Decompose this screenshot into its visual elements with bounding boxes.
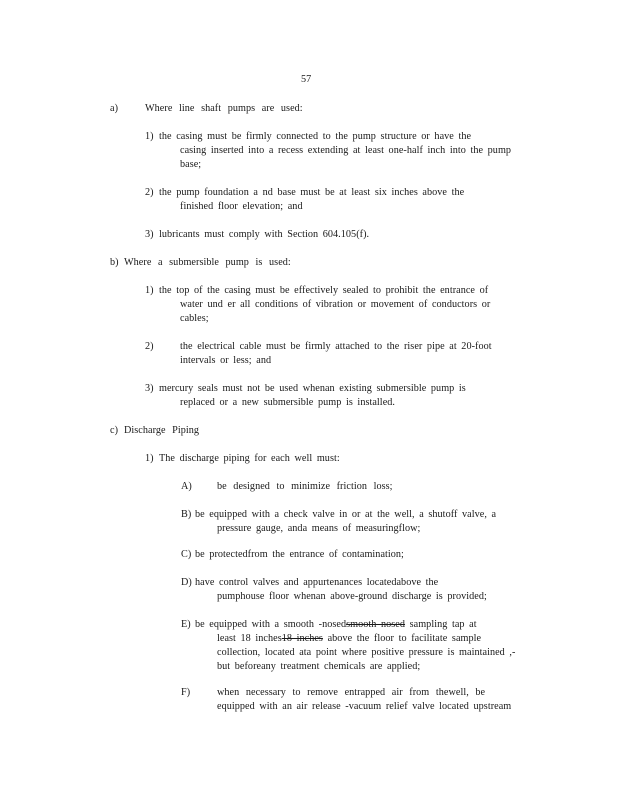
c-sub-e-line1 xyxy=(195,618,477,631)
c-sub-e-line2-b: above the floor to facilitate sample xyxy=(327,633,482,644)
b-item3-number: 3) xyxy=(145,383,154,394)
a-item2-number: 2) xyxy=(145,187,154,198)
a-item1-line2: casing inserted into a recess extending at least one-half inch into the pump xyxy=(180,145,512,156)
c-sub-e-line1-a: be equipped with a smooth -nosed xyxy=(195,619,347,630)
c-sub-f-line2: equipped with an air release -vacuum relief valve located upstream xyxy=(217,701,512,712)
c-sub-e-mark: E) xyxy=(181,619,191,630)
c-sub-e-line4: but beforeany treatment chemicals are applied; xyxy=(217,661,421,672)
b-item1-line3: cables; xyxy=(180,313,209,324)
c-sub-e-line3: collection, located ata point where positive pressure is maintained ,- xyxy=(217,647,516,658)
page-number: 57 xyxy=(301,74,312,85)
c-sub-e-line1-strike: smooth nosed xyxy=(346,619,406,630)
c-sub-b-line1: be equipped with a check valve in or at the well, a shutoff valve, a xyxy=(195,509,497,520)
b-item1-line1: the top of the casing must be effectively sealed to prohibit the entrance of xyxy=(159,285,489,296)
b-item1-number: 1) xyxy=(145,285,154,296)
a-item1-line1: the casing must be firmly connected to the pump structure or have the xyxy=(159,131,472,142)
c-sub-f-mark: F) xyxy=(181,687,191,698)
section-c-marker: c) xyxy=(110,425,119,436)
c-sub-d-line1: have control valves and appurtenances locatedabove the xyxy=(195,577,439,588)
c-sub-d-mark: D) xyxy=(181,577,192,588)
a-item3-number: 3) xyxy=(145,229,154,240)
c-sub-a-mark: A) xyxy=(181,481,192,492)
section-b-marker: b) xyxy=(110,257,119,268)
section-b-heading: Where a submersible pump is used: xyxy=(124,257,291,268)
c-sub-e-line2-a: least 18 inches xyxy=(217,633,282,644)
c-item1-number: 1) xyxy=(145,453,154,464)
a-item2-line1: the pump foundation a nd base must be at least six inches above the xyxy=(159,187,465,198)
b-item2-number: 2) xyxy=(145,341,154,352)
b-item3-line1: mercury seals must not be used whenan existing submersible pump is xyxy=(159,383,466,394)
c-sub-d-line2: pumphouse floor whenan above-ground discharge is provided; xyxy=(217,591,487,602)
a-item2-line2: finished floor elevation; and xyxy=(180,201,303,212)
c-sub-e-line2-strike: 18 inches xyxy=(281,633,323,644)
b-item1-line2: water und er all conditions of vibration or movement of conductors or xyxy=(180,299,491,310)
b-item2-line1: the electrical cable must be firmly attached to the riser pipe at 20-foot xyxy=(180,341,492,352)
section-a-heading: Where line shaft pumps are used: xyxy=(145,103,303,114)
a-item1-line3: base; xyxy=(180,159,202,170)
c-sub-a-line1: be designed to minimize friction loss; xyxy=(217,481,393,492)
c-sub-c-mark: C) xyxy=(181,549,192,560)
a-item1-number: 1) xyxy=(145,131,154,142)
a-item3-line1: lubricants must comply with Section 604.105(f). xyxy=(159,229,370,240)
b-item3-line2: replaced or a new submersible pump is installed. xyxy=(180,397,396,408)
c-sub-e-line1-b: sampling tap at xyxy=(409,619,477,630)
section-c-heading: Discharge Piping xyxy=(124,425,200,436)
c-sub-f-line1: when necessary to remove entrapped air from thewell, be xyxy=(217,687,486,698)
c-sub-e-line2 xyxy=(217,632,481,645)
c-item1-line1: The discharge piping for each well must: xyxy=(159,453,340,464)
c-sub-b-line2: pressure gauge, anda means of measuringflow; xyxy=(217,523,421,534)
b-item2-line2: intervals or less; and xyxy=(180,355,272,366)
c-sub-c-line1: be protectedfrom the entrance of contamination; xyxy=(195,549,404,560)
c-sub-b-mark: B) xyxy=(181,509,192,520)
section-a-marker: a) xyxy=(110,103,119,114)
